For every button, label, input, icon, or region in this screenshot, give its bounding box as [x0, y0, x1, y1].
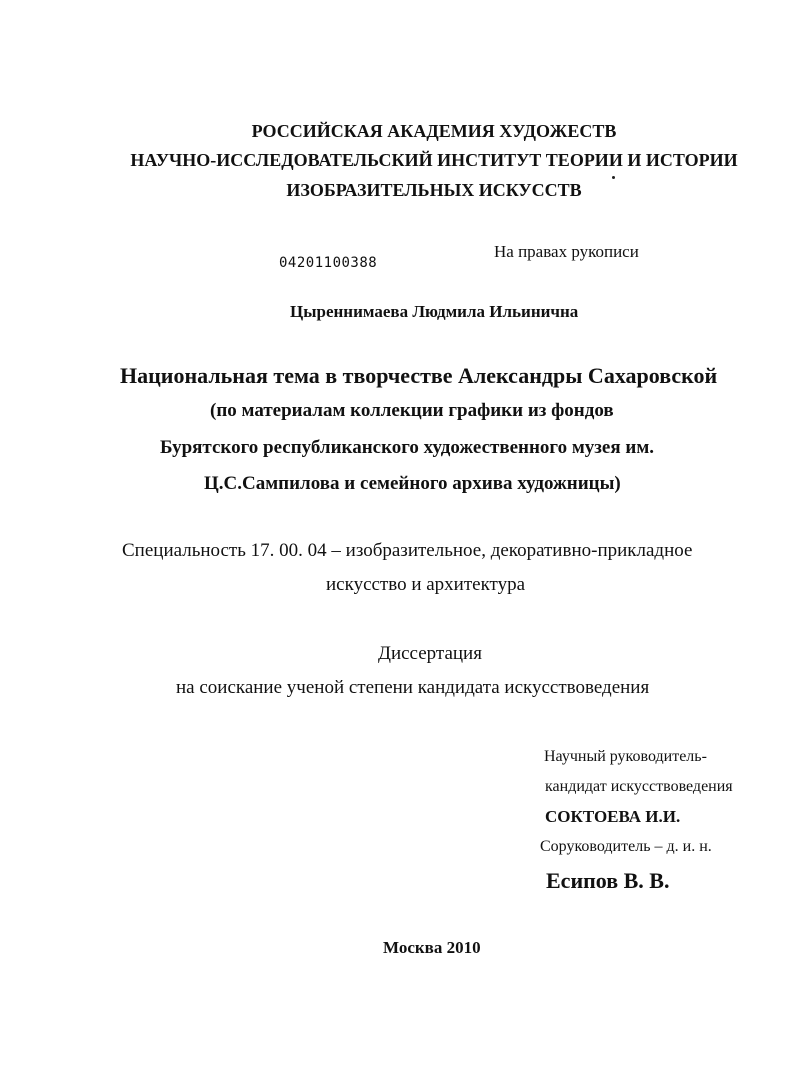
- dissertation-label: Диссертация: [378, 643, 482, 664]
- document-number: 04201100388: [279, 255, 378, 271]
- specialty-line-2: искусство и архитектура: [326, 574, 526, 595]
- academy-heading: РОССИЙСКАЯ АКАДЕМИЯ ХУДОЖЕСТВ: [251, 121, 617, 141]
- advisor-role: Научный руководитель-: [544, 748, 707, 765]
- institute-heading-line1: НАУЧНО-ИССЛЕДОВАТЕЛЬСКИЙ ИНСТИТУТ ТЕОРИИ И ИСТОРИИ: [130, 150, 738, 170]
- title-subline-3: Ц.С.Сампилова и семейного архива художницы): [204, 473, 621, 494]
- coadvisor-role: Соруководитель – д. и. н.: [540, 838, 712, 855]
- degree-line: на соискание ученой степени кандидата искусствоведения: [176, 677, 650, 698]
- rights-note: На правах рукописи: [494, 242, 639, 261]
- dissertation-title: Национальная тема в творчестве Александры Сахаровской: [120, 363, 718, 388]
- advisor-title: кандидат искусствоведения: [545, 778, 733, 795]
- title-subline-2: Бурятского республиканского художественного музея им.: [160, 437, 655, 458]
- author-name: Цыреннимаева Людмила Ильинична: [290, 302, 579, 321]
- city-year: Москва 2010: [383, 938, 481, 957]
- title-subline-1: (по материалам коллекции графики из фондов: [210, 400, 614, 421]
- scan-speck: [612, 176, 615, 179]
- specialty-line-1: Специальность 17. 00. 04 – изобразительное, декоративно-прикладное: [122, 540, 693, 561]
- coadvisor-name: Есипов В. В.: [546, 868, 670, 893]
- advisor-name: СОКТОЕВА И.И.: [545, 807, 681, 826]
- institute-heading-line2: ИЗОБРАЗИТЕЛЬНЫХ ИСКУССТВ: [286, 180, 582, 200]
